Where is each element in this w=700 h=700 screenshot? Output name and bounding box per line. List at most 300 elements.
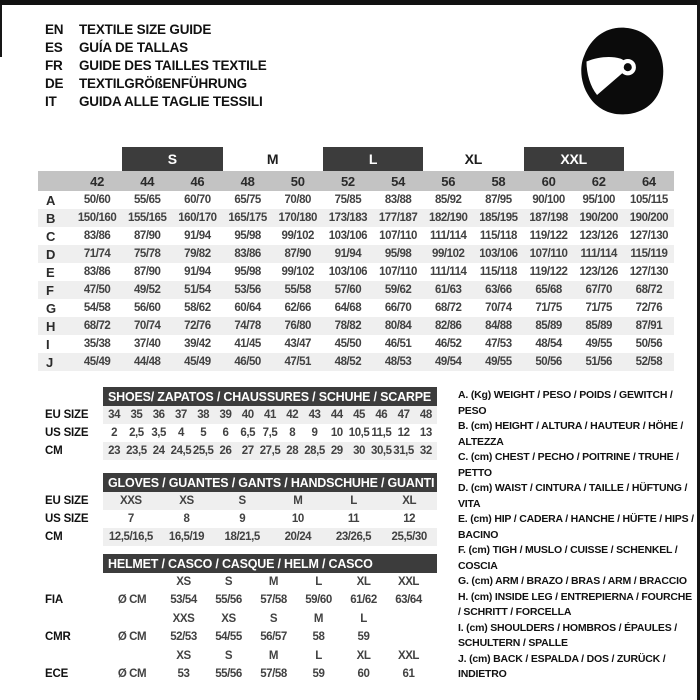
size-value: 182/190 — [429, 212, 468, 224]
language-title-row — [45, 92, 267, 110]
sub-table-title: HELMET / CASCO / CASQUE / HELM / CASCO — [103, 554, 437, 573]
size-value: 63/66 — [485, 284, 512, 296]
size-value: 87/91 — [635, 320, 663, 332]
size-value: 7,5 — [262, 427, 278, 439]
size-value: 185/195 — [479, 212, 518, 224]
guide-title: GUÍA DE TALLAS — [79, 39, 188, 55]
legend-item: C. (cm) CHEST / PECHO / POITRINE / TRUHE / PETTO — [458, 451, 679, 479]
sub-table-title: SHOES/ ZAPATOS / CHAUSSURES / SCHUHE / SCARPE — [103, 387, 437, 406]
sub-table-row — [45, 492, 437, 510]
size-value: 50/60 — [83, 194, 111, 206]
size-value: 107/110 — [529, 248, 568, 260]
helmet-standard-label: FIA — [45, 594, 63, 606]
row-letter: H — [46, 318, 56, 334]
size-value: 57/58 — [260, 668, 287, 680]
size-value: 40 — [241, 409, 254, 421]
size-value: 55/56 — [215, 668, 242, 680]
size-value: 84/88 — [485, 320, 512, 332]
size-value: 83/86 — [83, 230, 111, 242]
helmet-size-label: XXL — [397, 575, 419, 588]
size-value: 5 — [200, 427, 207, 439]
size-value: 32 — [419, 445, 432, 457]
size-value: 63/64 — [395, 594, 422, 606]
size-value: 95/100 — [582, 194, 615, 206]
size-value: 74/78 — [234, 320, 261, 332]
size-value: 58 — [312, 631, 325, 643]
sub-table-label-spacer — [45, 554, 103, 573]
size-value: 91/94 — [184, 230, 211, 242]
size-value: 190/200 — [629, 212, 669, 224]
size-value: 46/50 — [234, 356, 261, 368]
size-value: 24 — [152, 445, 165, 457]
size-value: 68/72 — [635, 284, 663, 296]
size-value: 46 — [375, 409, 388, 421]
size-value: 56/57 — [260, 631, 287, 643]
helmet-size-label: M — [313, 612, 324, 625]
size-number: 56 — [441, 173, 456, 189]
size-value: 71/75 — [585, 302, 612, 314]
size-group-label: XL — [464, 151, 483, 167]
size-value: 87/90 — [133, 266, 161, 278]
size-value: 95/98 — [234, 266, 261, 278]
helmet-size-label: S — [224, 649, 233, 662]
table-row — [38, 299, 674, 317]
top-frame-border — [0, 0, 700, 5]
sub-table-label-spacer — [45, 610, 103, 627]
language-code: EN — [45, 21, 64, 37]
size-value: 47 — [397, 409, 410, 421]
helmet-size-label: M — [268, 575, 279, 588]
sub-row-values — [103, 442, 437, 460]
size-value: 111/114 — [429, 266, 467, 278]
size-value: 70/74 — [485, 302, 512, 314]
size-value: 107/110 — [379, 230, 417, 242]
size-number: 54 — [391, 173, 406, 189]
size-value: 85/92 — [434, 194, 462, 206]
helmet-size-label: XS — [176, 575, 191, 588]
sub-row-values — [103, 510, 437, 528]
sub-row-label: US SIZE — [45, 427, 89, 439]
size-value: 49/55 — [585, 338, 612, 350]
table-row — [38, 335, 674, 353]
helmet-values — [103, 664, 437, 684]
measurement-legend — [458, 388, 696, 683]
size-value: L — [350, 495, 357, 507]
helmet-sizes-row — [45, 573, 437, 590]
helmet-size-label: XS — [176, 649, 191, 662]
sub-table-row — [45, 406, 437, 424]
left-frame-border — [0, 5, 2, 57]
row-letter: I — [46, 336, 50, 352]
size-value: 65/68 — [535, 284, 562, 296]
legend-item: E. (cm) HIP / CADERA / HANCHE / HÜFTE / HIPS / BACINO — [458, 513, 694, 541]
legend-item: G. (cm) ARM / BRAZO / BRAS / ARM / BRACCIO — [458, 575, 687, 587]
helmet-size-labels — [103, 610, 437, 627]
garment-size-table — [38, 147, 674, 371]
size-value: 42 — [286, 409, 299, 421]
size-value: 61 — [402, 668, 415, 680]
size-value: 7 — [127, 513, 134, 525]
size-value: 55/56 — [215, 594, 242, 606]
helmet-standard-label: CMR — [45, 631, 71, 643]
language-code: FR — [45, 57, 63, 73]
size-group-label: XXL — [524, 147, 624, 171]
size-value: 91/94 — [184, 266, 211, 278]
size-value: 187/198 — [529, 212, 568, 224]
table-row — [38, 281, 674, 299]
size-number: 52 — [340, 173, 355, 189]
guide-title: GUIDA ALLE TAGLIE TESSILI — [79, 93, 263, 109]
size-value: 71/74 — [83, 248, 111, 260]
size-value: 67/70 — [585, 284, 612, 296]
size-value: 115/119 — [630, 248, 668, 260]
size-group-label: L — [323, 147, 423, 171]
size-value: 8 — [183, 513, 190, 525]
size-value: 95/98 — [384, 248, 412, 260]
size-value: 111/114 — [429, 230, 467, 242]
size-value: 47/50 — [83, 284, 111, 296]
size-value: 53/54 — [170, 594, 197, 606]
size-value: 59 — [357, 631, 370, 643]
size-value: 54/55 — [215, 631, 242, 643]
diameter-unit-label: Ø CM — [117, 594, 147, 606]
size-value: 65/75 — [234, 194, 261, 206]
size-value: 28,5 — [304, 445, 325, 457]
size-value: 68/72 — [434, 302, 462, 314]
helmet-value-row — [45, 664, 437, 684]
sub-row-values — [103, 424, 437, 442]
helmet-size-label: L — [315, 575, 322, 588]
sub-table-row — [45, 424, 437, 442]
sub-table-label-spacer — [45, 473, 103, 492]
size-value: 29 — [330, 445, 343, 457]
size-value: 83/86 — [83, 266, 111, 278]
size-value: 87/90 — [284, 248, 311, 260]
size-value: 48/54 — [535, 338, 562, 350]
size-value: 99/102 — [432, 248, 465, 260]
size-number: 50 — [290, 173, 305, 189]
size-value: 75/85 — [334, 194, 362, 206]
size-value: 23/26,5 — [335, 531, 372, 543]
language-title-row — [45, 38, 267, 56]
language-title-row — [45, 74, 267, 92]
helmet-sizes-row — [45, 647, 437, 664]
sub-table-header-row — [45, 473, 437, 492]
size-value: 85/89 — [585, 320, 612, 332]
size-value: 16,5/19 — [168, 531, 205, 543]
legend-item: D. (cm) WAIST / CINTURA / TAILLE / HÜFTUNG / VITA — [458, 482, 688, 510]
guide-title: TEXTILE SIZE GUIDE — [79, 21, 212, 37]
helmet-size-table — [45, 554, 437, 684]
row-letter: J — [46, 354, 54, 370]
size-value: 44/48 — [133, 356, 161, 368]
helmet-size-label: XS — [221, 612, 236, 625]
size-value: 155/165 — [128, 212, 167, 224]
size-value: 72/76 — [184, 320, 211, 332]
size-group-row — [38, 147, 674, 171]
size-value: 160/170 — [178, 212, 217, 224]
helmet-size-label: XXL — [397, 649, 419, 662]
size-value: 45/49 — [184, 356, 211, 368]
row-letter: C — [46, 228, 56, 244]
size-value: 59/62 — [384, 284, 412, 296]
size-value: 43 — [308, 409, 321, 421]
size-value: 90/100 — [532, 194, 565, 206]
size-value: 61/62 — [350, 594, 377, 606]
table-row — [38, 317, 674, 335]
size-value: 60/70 — [184, 194, 211, 206]
size-value: 49/54 — [434, 356, 462, 368]
table-row — [38, 209, 674, 227]
size-value: S — [238, 495, 246, 507]
size-value: 24,5 — [170, 445, 192, 457]
size-value: 8 — [289, 427, 296, 439]
size-value: 91/94 — [334, 248, 362, 260]
sub-table-label-spacer — [45, 573, 103, 590]
size-value: 60 — [357, 668, 370, 680]
size-value: 49/55 — [485, 356, 512, 368]
helmet-size-label: XL — [356, 575, 371, 588]
size-value: 41 — [264, 409, 276, 421]
size-value: 23 — [108, 445, 121, 457]
gloves-size-table — [45, 473, 437, 546]
size-value: 11 — [347, 513, 360, 525]
size-number: 44 — [140, 173, 155, 189]
size-value: 44 — [330, 409, 343, 421]
size-value: 57/58 — [260, 594, 287, 606]
helmet-size-label: S — [269, 612, 278, 625]
size-number: 60 — [541, 173, 556, 189]
helmet-values — [103, 627, 437, 647]
size-value: 76/80 — [284, 320, 311, 332]
row-letter: B — [46, 210, 56, 226]
size-value: 99/102 — [281, 266, 314, 278]
sub-table-label-spacer — [45, 387, 103, 406]
size-value: 62/66 — [284, 302, 311, 314]
sub-row-label: CM — [45, 445, 63, 457]
size-value: 9 — [311, 427, 318, 439]
size-value: 23,5 — [126, 445, 147, 457]
size-value: 47/53 — [485, 338, 512, 350]
size-value: 46/51 — [384, 338, 412, 350]
size-value: 150/160 — [77, 212, 117, 224]
legend-item: H. (cm) INSIDE LEG / ENTREPIERNA / FOURCHE / SCHRITT / FORCELLA — [458, 590, 692, 618]
size-value: 10 — [330, 427, 343, 439]
table-row — [38, 227, 674, 245]
size-value: 10 — [291, 513, 304, 525]
size-number: 48 — [240, 173, 255, 189]
corner-cell — [38, 171, 72, 191]
size-number: 42 — [90, 173, 105, 189]
size-value: 82/86 — [434, 320, 462, 332]
legend-item: J. (cm) BACK / ESPALDA / DOS / ZURÜCK / INDIETRO — [458, 652, 666, 680]
sub-row-label: CM — [45, 531, 63, 543]
size-value: 45/49 — [83, 356, 111, 368]
size-value: 59 — [312, 668, 325, 680]
size-value: 71/75 — [535, 302, 562, 314]
legend-item: I. (cm) SHOULDERS / HOMBROS / ÉPAULES / SCHULTERN / SPALLE — [458, 621, 677, 649]
row-letter: A — [46, 192, 56, 208]
size-value: 50/56 — [635, 338, 663, 350]
helmet-standard-label: ECE — [45, 668, 69, 680]
size-value: 190/200 — [579, 212, 618, 224]
size-value: 25,5/30 — [391, 531, 427, 543]
row-letter: E — [46, 264, 55, 280]
legend-item: A. (Kg) WEIGHT / PESO / POIDS / GEWITCH / PESO — [458, 389, 673, 417]
size-value: 58/62 — [184, 302, 211, 314]
size-value: 66/70 — [384, 302, 412, 314]
table-row — [38, 263, 674, 281]
sub-table-title: GLOVES / GUANTES / GANTS / HANDSCHUHE / GUANTI — [103, 473, 437, 492]
size-value: 6,5 — [240, 427, 256, 439]
size-value: XS — [179, 495, 194, 507]
sub-table-label-spacer — [45, 647, 103, 664]
size-value: 27,5 — [259, 445, 281, 457]
size-value: 72/76 — [635, 302, 663, 314]
language-title-row — [45, 20, 267, 38]
size-value: 31,5 — [393, 445, 414, 457]
legend-item: F. (cm) TIGH / MUSLO / CUISSE / SCHENKEL / COSCIA — [458, 544, 678, 572]
size-value: 12 — [397, 427, 410, 439]
row-letter: F — [46, 282, 54, 298]
size-value: 28 — [286, 445, 299, 457]
language-title-row — [45, 56, 267, 74]
size-value: 127/130 — [629, 266, 669, 278]
size-value: 18/21,5 — [224, 531, 260, 543]
sub-table-row — [45, 442, 437, 460]
size-value: 51/54 — [184, 284, 211, 296]
size-value: 105/115 — [630, 194, 668, 206]
size-value: 52/58 — [635, 356, 663, 368]
size-value: 103/106 — [328, 230, 368, 242]
size-value: 48/52 — [334, 356, 362, 368]
size-number: 46 — [190, 173, 205, 189]
size-number: 64 — [641, 173, 656, 189]
sub-table-row — [45, 510, 437, 528]
size-value: 53 — [177, 668, 190, 680]
size-value: 115/118 — [479, 230, 517, 242]
size-value: 45 — [353, 409, 365, 421]
row-letter: G — [46, 300, 57, 316]
size-value: 12 — [403, 513, 416, 525]
language-code: ES — [45, 39, 63, 55]
size-value: 48 — [419, 409, 432, 421]
size-value: 20/24 — [284, 531, 312, 543]
size-value: 103/106 — [328, 266, 368, 278]
size-value: 68/72 — [83, 320, 111, 332]
size-value: 10,5 — [348, 427, 370, 439]
size-value: 170/180 — [278, 212, 317, 224]
size-value: XL — [402, 495, 417, 507]
size-value: 39 — [219, 409, 232, 421]
size-value: 43/47 — [284, 338, 311, 350]
size-value: 127/130 — [629, 230, 669, 242]
helmet-size-label: XXS — [172, 612, 195, 625]
size-value: 25,5 — [192, 445, 214, 457]
helmet-size-label: XL — [356, 649, 371, 662]
size-value: 103/106 — [479, 248, 518, 260]
size-value: 87/95 — [485, 194, 512, 206]
size-number: 58 — [491, 173, 506, 189]
size-value: 61/63 — [434, 284, 462, 296]
size-value: 119/122 — [529, 230, 568, 242]
size-value: 47/51 — [284, 356, 311, 368]
size-value: 45/50 — [334, 338, 362, 350]
size-value: 26 — [219, 445, 232, 457]
helmet-size-labels — [103, 573, 437, 590]
helmet-values — [103, 590, 437, 610]
size-value: 64/68 — [334, 302, 362, 314]
size-value: 30,5 — [371, 445, 392, 457]
size-value: 177/187 — [378, 212, 418, 224]
size-value: 13 — [419, 427, 432, 439]
accessory-tables — [45, 387, 437, 684]
size-value: 115/118 — [479, 266, 517, 278]
helmet-value-row — [45, 590, 437, 610]
guide-title: GUIDE DES TAILLES TEXTILE — [79, 57, 267, 73]
size-value: 85/89 — [535, 320, 562, 332]
helmet-size-label: L — [315, 649, 322, 662]
size-value: 55/58 — [284, 284, 311, 296]
sub-row-label: US SIZE — [45, 513, 89, 525]
size-value: 2,5 — [129, 427, 144, 439]
size-value: 95/98 — [234, 230, 261, 242]
language-title-list — [45, 20, 267, 110]
size-value: 51/56 — [585, 356, 612, 368]
helmet-value-row — [45, 627, 437, 647]
language-code: DE — [45, 75, 64, 91]
size-value: 37 — [174, 409, 187, 421]
size-value: 37/40 — [133, 338, 161, 350]
size-value: 34 — [108, 409, 121, 421]
size-value: 87/90 — [133, 230, 161, 242]
size-value: 4 — [177, 427, 184, 439]
size-value: 57/60 — [334, 284, 362, 296]
size-value: 52/53 — [170, 631, 197, 643]
sub-table-header-row — [45, 387, 437, 406]
size-value: 50/56 — [535, 356, 562, 368]
row-letter: D — [46, 246, 56, 262]
size-value: 30 — [353, 445, 365, 457]
size-value: 123/126 — [579, 266, 618, 278]
size-value: 111/114 — [580, 248, 617, 260]
size-value: 12,5/16,5 — [108, 531, 153, 543]
size-value: 75/78 — [133, 248, 161, 260]
size-value: 99/102 — [281, 230, 314, 242]
size-value: 35/38 — [83, 338, 111, 350]
racing-helmet-icon — [574, 20, 670, 124]
table-row — [38, 353, 674, 371]
size-value: 79/82 — [184, 248, 211, 260]
shoes-size-table — [45, 387, 437, 460]
size-value: 2 — [111, 427, 118, 439]
size-value: 48/53 — [384, 356, 412, 368]
size-value: 39/42 — [184, 338, 211, 350]
sub-row-values — [103, 406, 437, 424]
size-value: 107/110 — [379, 266, 417, 278]
size-number-band — [38, 171, 674, 191]
size-value: 70/74 — [133, 320, 161, 332]
measurement-rows — [38, 191, 674, 371]
guide-title: TEXTILGRÖßENFÜHRUNG — [79, 75, 247, 91]
size-value: 53/56 — [234, 284, 261, 296]
size-value: 83/88 — [384, 194, 412, 206]
size-group-label: M — [266, 151, 279, 167]
language-code: IT — [45, 93, 57, 109]
size-value: M — [293, 495, 303, 507]
size-value: 35 — [130, 409, 143, 421]
size-value: 54/58 — [83, 302, 111, 314]
